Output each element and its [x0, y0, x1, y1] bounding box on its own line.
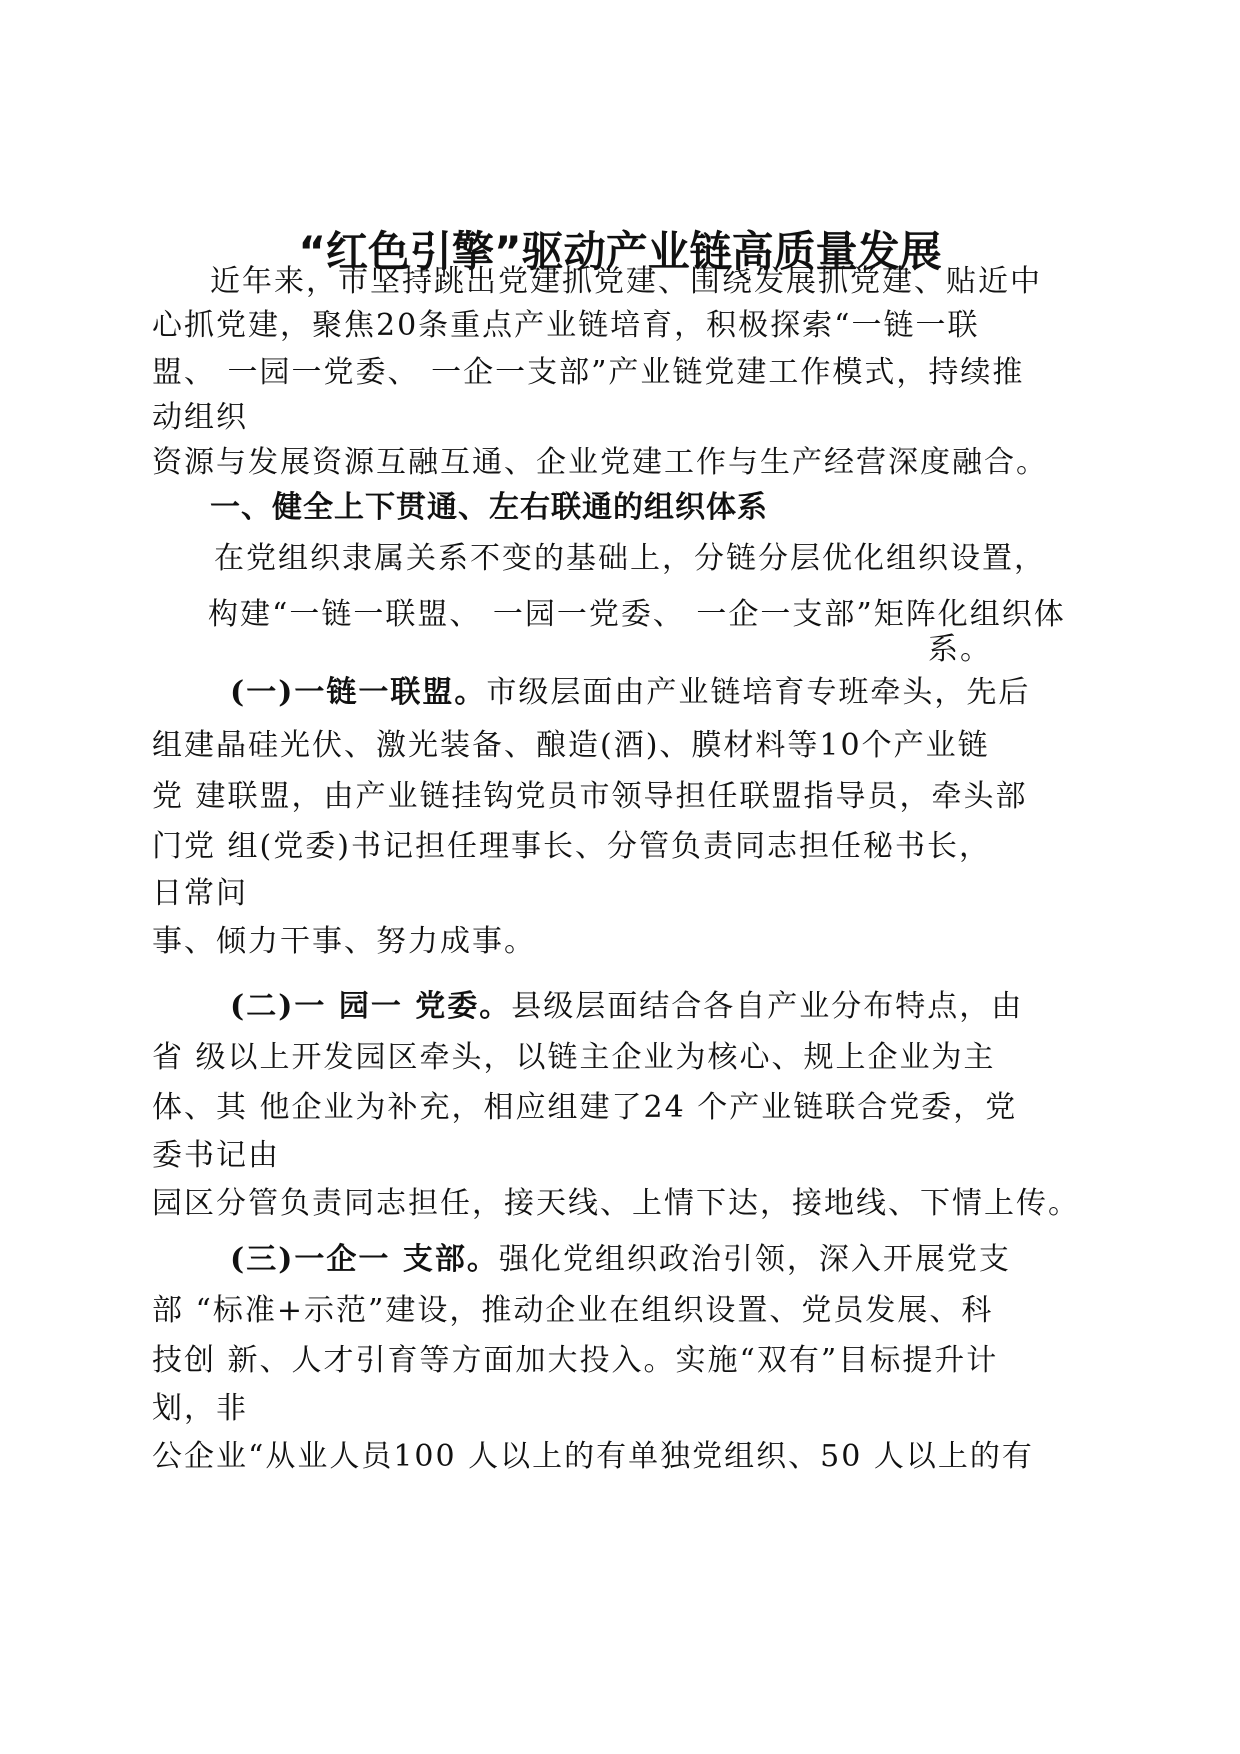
item1-line-2: 组建晶硅光伏、激光装备、酿造(酒)、膜材料等10个产业链: [152, 728, 990, 763]
item1-line-1: [230, 673, 1030, 713]
intro-line-2: 心抓党建，聚焦20条重点产业链培育，积极探索“一链一联: [152, 308, 980, 343]
section-para-line-2: 构建“一链一联盟、 一园一党委、 一企一支部”矩阵化组织体: [208, 597, 1066, 632]
item2-text-1: 县级层面结合各自产业分布特点，由: [511, 989, 1024, 1024]
document-title: “红色引擎”驱动产业链高质量发展: [298, 227, 942, 276]
item1-line-6: 事、倾力干事、努力成事。: [152, 924, 536, 959]
item3-text-1: 强化党组织政治引领，深入开展党支: [498, 1242, 1011, 1277]
item2-lead: (二)一 园一 党委。: [230, 989, 512, 1024]
intro-line-3: 盟、 一园一党委、 一企一支部”产业链党建工作模式，持续推: [152, 355, 1025, 390]
intro-line-1: 近年来，市坚持跳出党建抓党建、围绕发展抓党建、贴近中: [210, 264, 1042, 299]
item3-line-2: 部 “标准+示范”建设，推动企业在组织设置、党员发展、科: [152, 1293, 994, 1328]
item2-line-4: 委书记由: [152, 1138, 280, 1173]
item1-line-5: 日常问: [152, 876, 248, 911]
item2-line-5: 园区分管负责同志担任，接天线、上情下达，接地线、下情上传。: [152, 1186, 1080, 1221]
section-para-line-1: 在党组织隶属关系不变的基础上，分链分层优化组织设置，: [214, 541, 1046, 576]
item3-line-1: [230, 1240, 1011, 1280]
section-para-line-3: 系。: [928, 632, 992, 667]
section-heading: 一、健全上下贯通、左右联通的组织体系: [210, 490, 768, 525]
item2-line-1: [230, 987, 1023, 1027]
item2-line-2: 省 级以上开发园区牵头，以链主企业为核心、规上企业为主: [152, 1040, 996, 1075]
item1-line-4: 门党 组(党委)书记担任理事长、分管负责同志担任秘书长，: [152, 829, 991, 864]
item3-lead: (三)一企一 支部。: [230, 1242, 499, 1277]
item3-line-5: 公企业“从业人员100 人以上的有单独党组织、50 人以上的有: [152, 1439, 1034, 1474]
item1-line-3: 党 建联盟，由产业链挂钩党员市领导担任联盟指导员，牵头部: [152, 779, 1028, 814]
item1-text-1: 市级层面由产业链培育专班牵头，先后: [486, 675, 1031, 710]
intro-line-4: 动组织: [152, 400, 248, 435]
intro-line-5: 资源与发展资源互融互通、企业党建工作与生产经营深度融合。: [152, 445, 1048, 480]
item3-line-3: 技创 新、人才引育等方面加大投入。实施“双有”目标提升计: [152, 1343, 999, 1378]
item3-line-4: 划，非: [152, 1391, 248, 1426]
item2-line-3: 体、其 他企业为补充，相应组建了24 个产业链联合党委，党: [152, 1090, 1018, 1125]
item1-lead: (一)一链一联盟。: [230, 675, 487, 710]
